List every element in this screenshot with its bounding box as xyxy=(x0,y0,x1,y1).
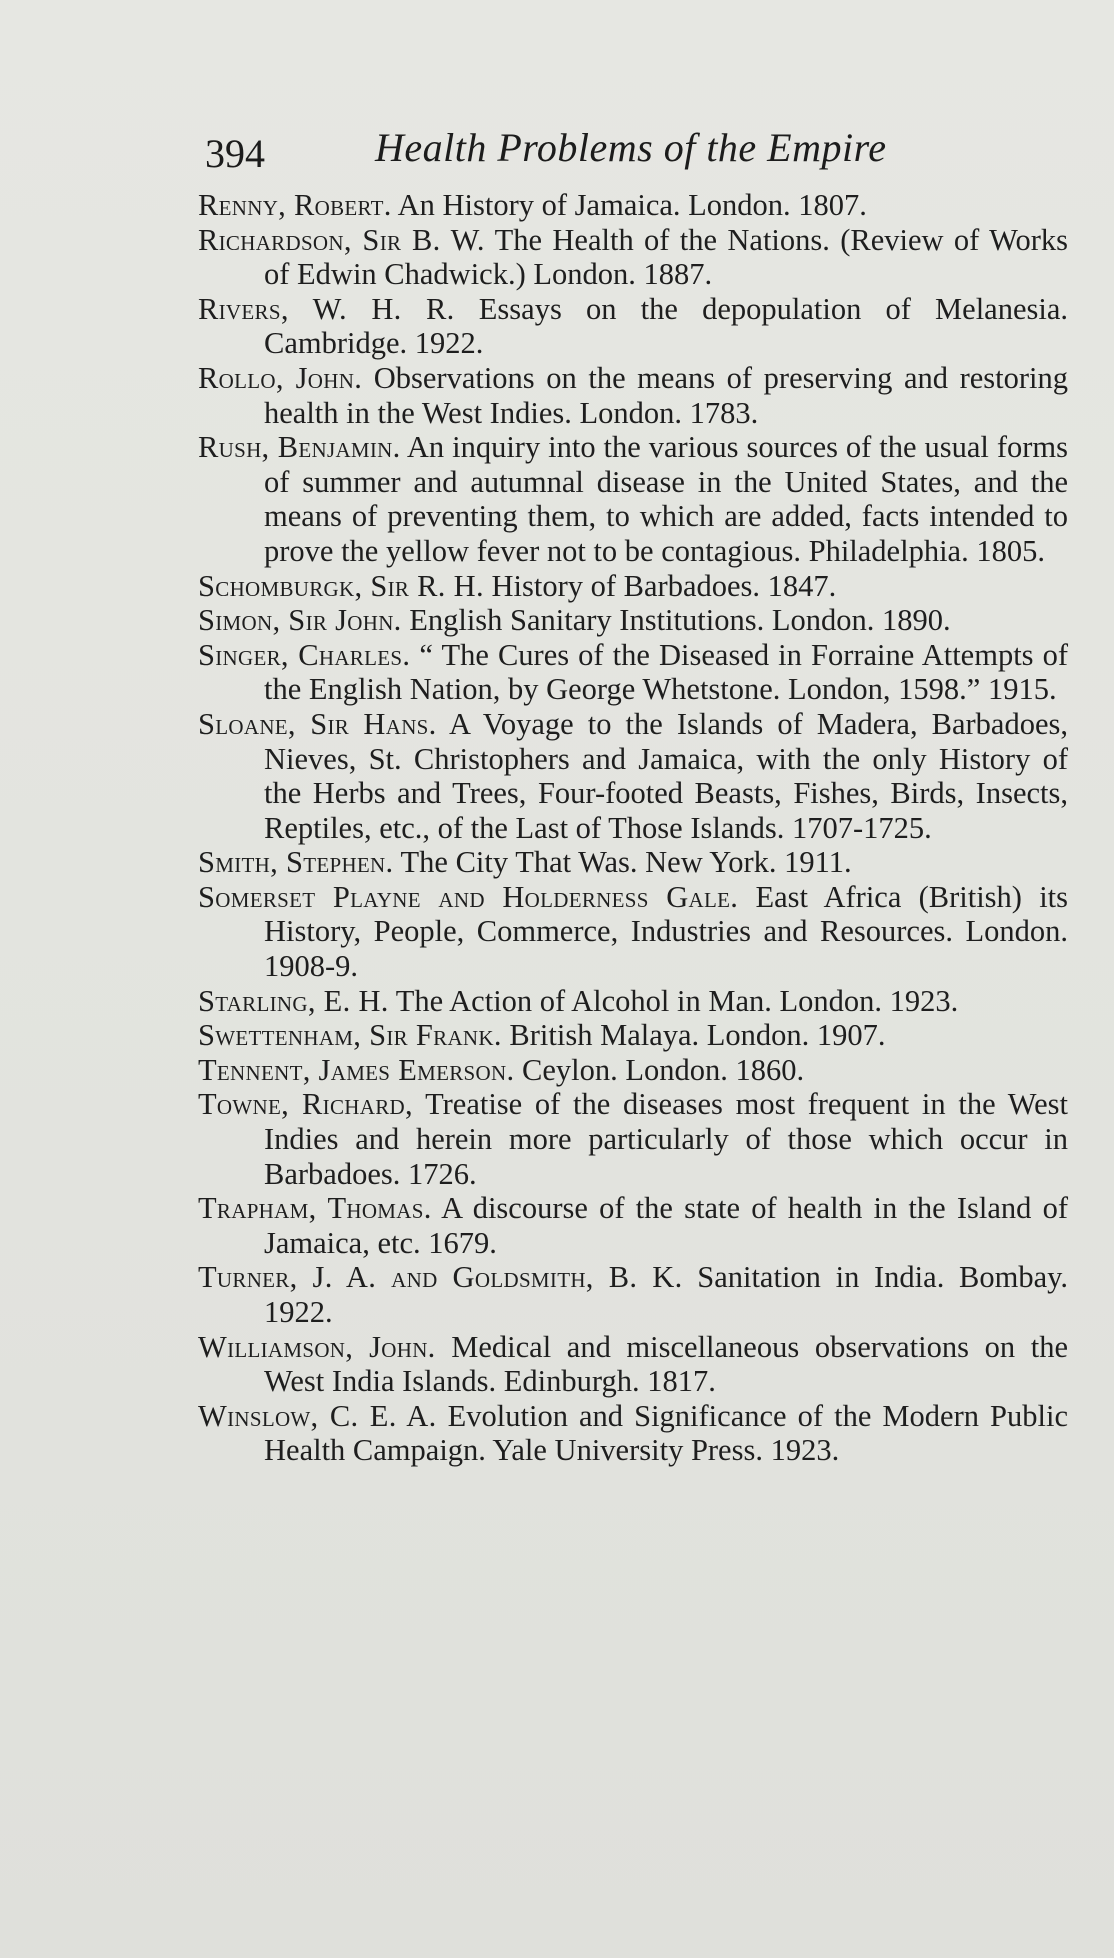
entry-author: Turner, J. A. and Goldsmith, B. K. xyxy=(198,1260,683,1295)
bibliography-entry xyxy=(198,1399,1068,1468)
entry-text: English Sanitary Institutions. London. 1890. xyxy=(409,603,951,638)
entry-text: East Africa (British) its History, People, Commerce, Industries and Resources. London. 1908-9. xyxy=(264,879,1069,984)
bibliography-entry xyxy=(198,188,1068,223)
entry-author: Simon, Sir John. xyxy=(198,603,402,638)
bibliography-entry xyxy=(198,845,1068,880)
bibliography-entry xyxy=(198,603,1068,638)
bibliography-entry xyxy=(198,638,1068,707)
page-header xyxy=(205,124,1065,184)
bibliography-entry xyxy=(198,880,1068,984)
bibliography-entry xyxy=(198,292,1068,361)
entry-author: Schomburgk, Sir R. H. xyxy=(198,568,484,603)
entry-author: Somerset Playne and Holderness Gale. xyxy=(198,879,739,914)
entry-text: British Malaya. London. 1907. xyxy=(509,1018,886,1053)
entry-text: Ceylon. London. 1860. xyxy=(522,1052,805,1087)
bibliography-entry xyxy=(198,707,1068,845)
bibliography-entry xyxy=(198,1260,1068,1329)
bibliography-entry xyxy=(198,1330,1068,1399)
entry-author: Rush, Benjamin. xyxy=(198,430,401,465)
bibliography-entry xyxy=(198,1018,1068,1053)
entry-text: An History of Jamaica. London. 1807. xyxy=(397,188,867,222)
entry-author: Swettenham, Sir Frank. xyxy=(198,1018,502,1053)
entry-text: Essays on the depopulation of Melanesia. Cambridge. 1922. xyxy=(264,291,1069,361)
entry-author: Starling, E. H. xyxy=(198,983,389,1018)
entry-author: Smith, Stephen. xyxy=(198,845,394,880)
entry-author: Trapham, Thomas. xyxy=(198,1191,432,1226)
entry-text: The City That Was. New York. 1911. xyxy=(400,845,852,880)
entry-text: Evolution and Significance of the Modern Public Health Campaign. Yale University Press. 1923. xyxy=(264,1398,1069,1468)
entry-text: A discourse of the state of health in the Island of Jamaica, etc. 1679. xyxy=(264,1191,1068,1260)
running-title: Health Problems of the Empire xyxy=(375,125,887,170)
entry-text: History of Barbadoes. 1847. xyxy=(491,568,837,603)
entry-text: A Voyage to the Islands of Madera, Barbadoes, Nieves, St. Christophers and Jamaica, with the only History of the Herbs and Trees, Four-footed Beasts, Fishes, Birds, Insects, Reptiles, etc., of the Last of Those Islands. 1707-1725. xyxy=(264,706,1068,845)
bibliography-entry xyxy=(198,1053,1068,1088)
entry-text: The Action of Alcohol in Man. London. 1923. xyxy=(395,983,959,1018)
bibliography-entry xyxy=(198,1191,1068,1260)
entry-author: Rivers, W. H. R. xyxy=(198,291,455,326)
entry-text: An inquiry into the various sources of the usual forms of summer and autumnal disease in the United States, and the means of preventing them, to which are added, facts intended to prove the yellow fever not to be contagious. Philadelphia. 1805. xyxy=(264,430,1069,568)
page-number: 394 xyxy=(205,131,265,176)
entry-author: Singer, Charles. xyxy=(198,637,411,672)
entry-author: Towne, Richard, xyxy=(198,1087,413,1122)
bibliography-entry xyxy=(198,569,1068,604)
bibliography-list xyxy=(198,188,1068,1468)
bibliography-entry xyxy=(198,223,1068,292)
bibliography-entry xyxy=(198,361,1068,430)
entry-author: Williamson, John. xyxy=(198,1329,436,1364)
entry-text: Medical and miscellaneous observations on the West India Islands. Edinburgh. 1817. xyxy=(264,1329,1068,1399)
entry-text: Sanitation in India. Bombay. 1922. xyxy=(264,1260,1069,1329)
entry-text: “ The Cures of the Diseased in Forraine Attempts of the English Nation, by George Whetstone. London, 1598.” 1915. xyxy=(264,637,1069,707)
bibliography-entry xyxy=(198,984,1068,1019)
entry-text: Observations on the means of preserving and restoring health in the West Indies. London. 1783. xyxy=(264,360,1069,430)
entry-author: Rollo, John. xyxy=(198,360,363,395)
bibliography-entry xyxy=(198,430,1068,568)
entry-author: Richardson, Sir B. W. xyxy=(198,222,485,257)
entry-author: Sloane, Sir Hans. xyxy=(198,706,437,741)
entry-author: Renny, Robert. xyxy=(198,188,392,222)
bibliography-entry xyxy=(198,1087,1068,1191)
entry-author: Winslow, C. E. A. xyxy=(198,1398,437,1433)
entry-text: The Health of the Nations. (Review of Works of Edwin Chadwick.) London. 1887. xyxy=(264,222,1068,292)
entry-author: Tennent, James Emerson. xyxy=(198,1052,515,1087)
entry-text: Treatise of the diseases most frequent in the West Indies and herein more particularly of those which occur in Barbadoes. 1726. xyxy=(264,1087,1068,1191)
